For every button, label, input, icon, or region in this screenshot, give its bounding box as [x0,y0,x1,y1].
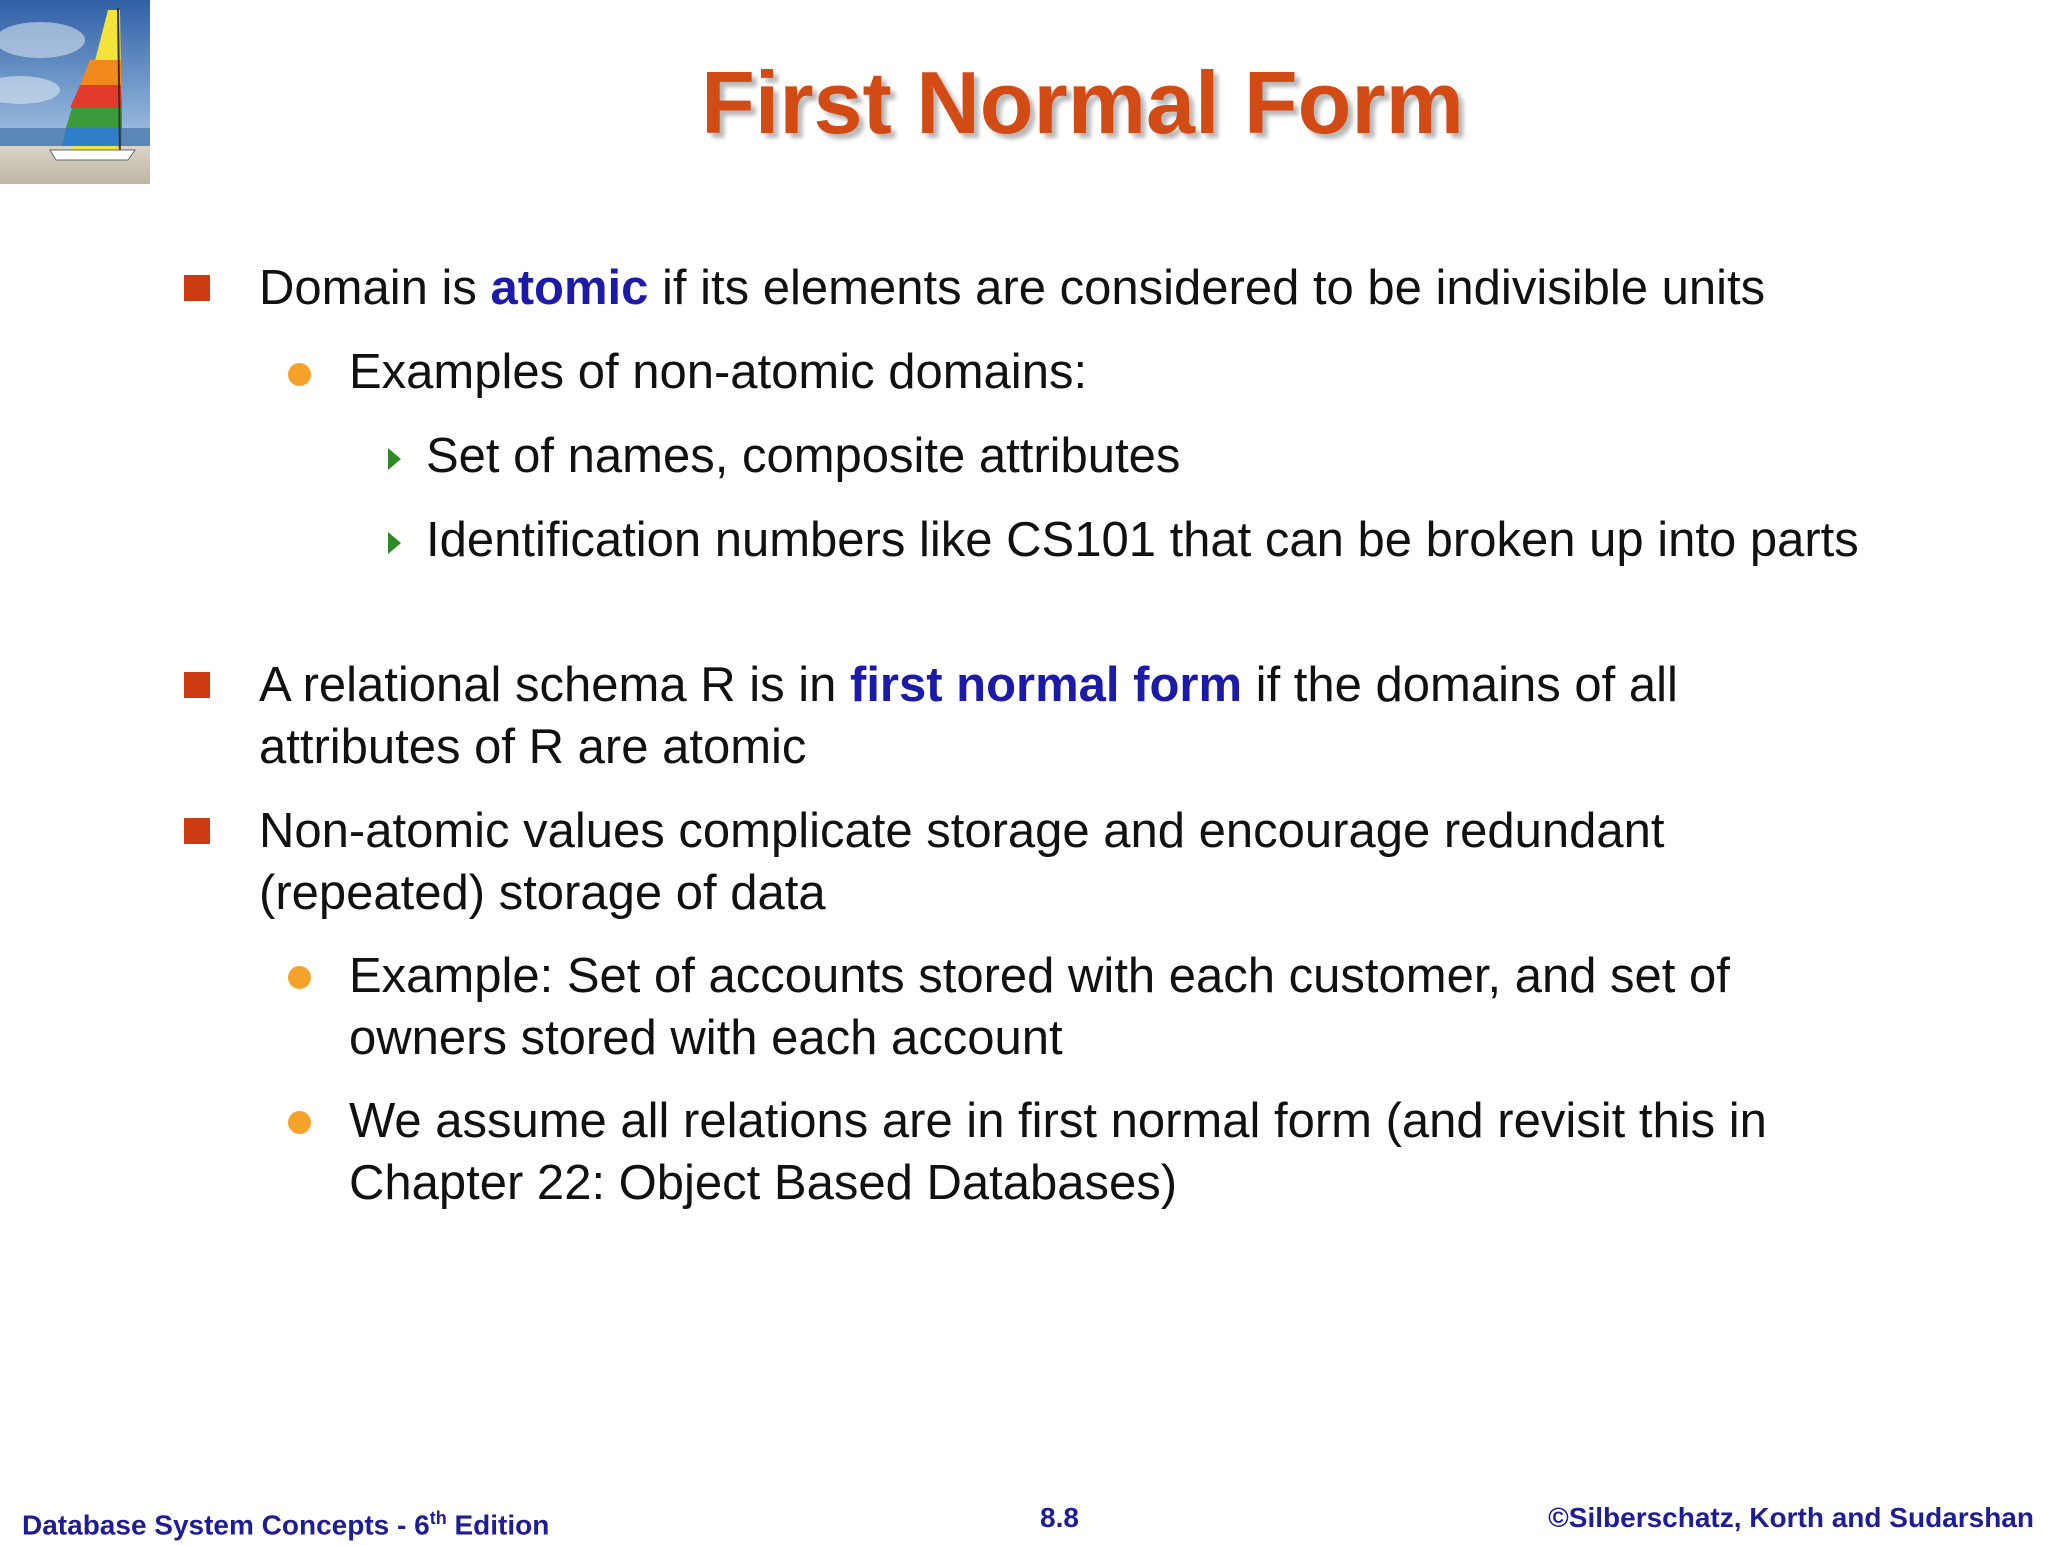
footer-book-title [22,1498,549,1545]
keyword-atomic: atomic [490,261,649,315]
subsubbullet-set-of-names: Set of names, composite attributes [426,429,1181,483]
footer-book-title-text: Database System Concepts - 6 [22,1509,430,1541]
keyword-first-normal-form: first normal form [850,658,1243,712]
bullet-text: if its elements are considered to be indivisible units [648,261,1766,315]
subsubbullet-identification-numbers: Identification numbers like CS101 that can be broken up into parts [426,513,1859,567]
bullet-non-atomic-values: Non-atomic values complicate storage and encourage redundant (repeated) storage of data [259,804,1665,920]
square-bullet-icon [184,275,210,301]
footer-edition-superscript: th [429,1508,447,1528]
square-bullet-icon [184,818,210,844]
footer-copyright: ©Silberschatz, Korth and Sudarshan [1548,1502,2034,1533]
footer-edition-text: Edition [446,1509,550,1541]
dot-bullet-icon [288,363,311,386]
bullet-text: if the domains of all attributes of R are atomic [259,658,1678,774]
arrow-bullet-icon [388,532,401,554]
dot-bullet-icon [288,1111,311,1134]
subbullet-example-accounts: Example: Set of accounts stored with each customer, and set of owners stored with each account [349,949,1730,1065]
subbullet-non-atomic-examples: Examples of non-atomic domains: [349,345,1088,399]
subbullet-assume-first-normal-form: We assume all relations are in first normal form (and revisit this in Chapter 22: Object Based Databases) [349,1094,1767,1210]
bullet-text: Domain is [259,261,491,315]
bullet-domain-atomic [259,257,1879,319]
slide-title: First Normal Form [701,53,1464,152]
square-bullet-icon [184,672,210,698]
arrow-bullet-icon [388,448,401,470]
footer-slide-number: 8.8 [1040,1502,1079,1533]
bullet-text: A relational schema R is in [259,658,850,712]
dot-bullet-icon [288,966,311,989]
bullet-first-normal-form-definition [259,654,1879,778]
